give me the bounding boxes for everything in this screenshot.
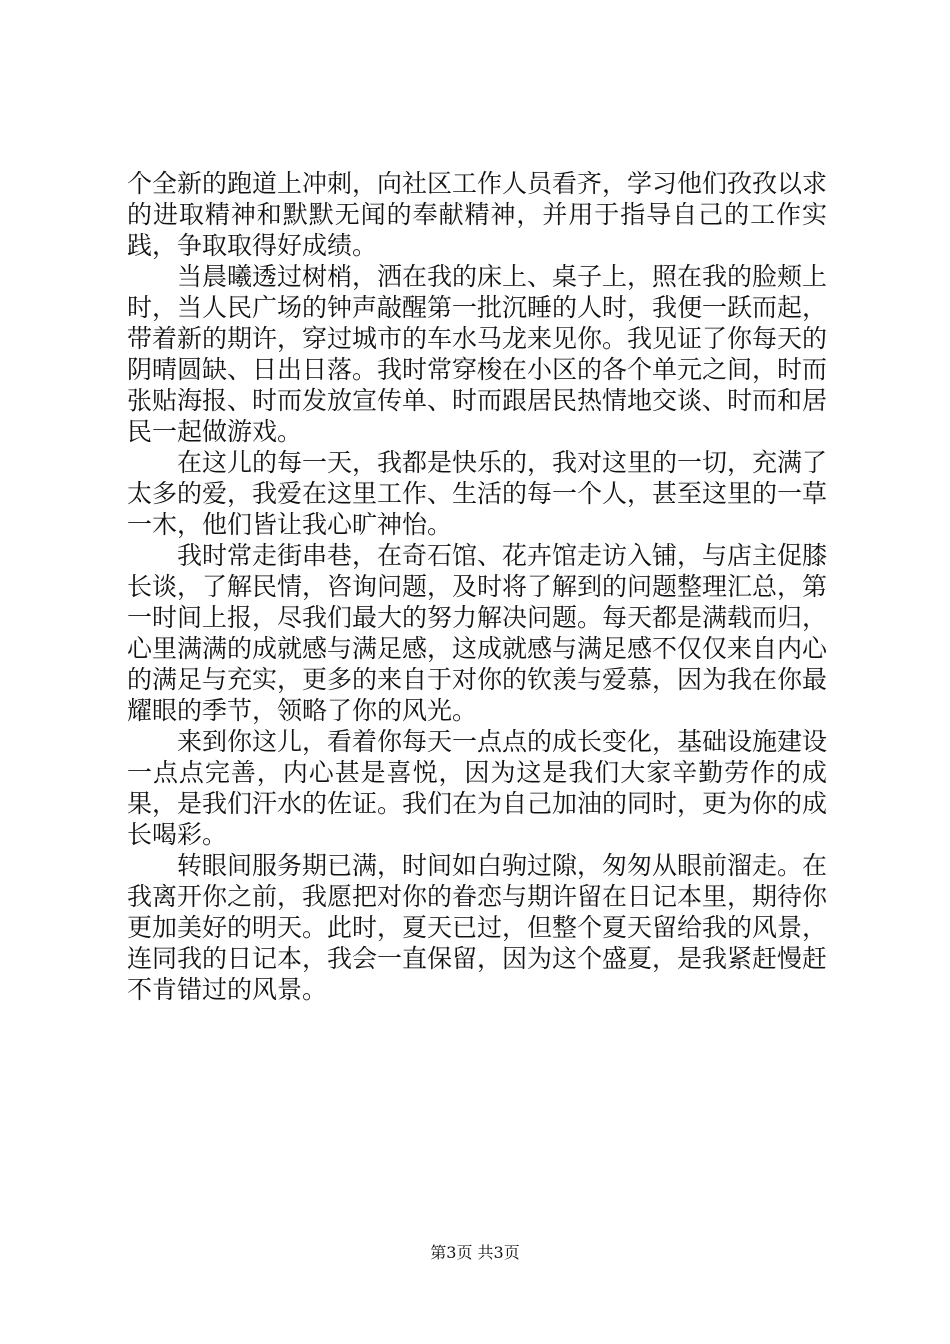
- document-body: [127, 168, 827, 1005]
- page-number-footer: 第3页 共3页: [430, 1243, 520, 1262]
- paragraph-continuation: 个全新的跑道上冲刺，向社区工作人员看齐，学习他们孜孜以求的进取精神和默默无闻的奉献精神，并用于指导自己的工作实践，争取取得好成绩。: [127, 169, 828, 260]
- paragraph-visits: 我时常走街串巷，在奇石馆、花卉馆走访入铺，与店主促膝长谈，了解民情，咨询问题，及时将了解到的问题整理汇总，第一时间上报，尽我们最大的努力解决问题。每天都是满载而归，心里满满的成就感与满足感，这成就感与满足感不仅仅来自内心的满足与充实，更多的来自于对你的钦羡与爱慕，因为我在你最耀眼的季节，领略了你的风光。: [127, 541, 828, 725]
- paragraph-farewell: 转眼间服务期已满，时间如白驹过隙，匆匆从眼前溜走。在我离开你之前，我愿把对你的眷恋与期许留在日记本里，期待你更加美好的明天。此时，夏天已过，但整个夏天留给我的风景，连同我的日记本，我会一直保留，因为这个盛夏，是我紧赶慢赶不肯错过的风景。: [127, 851, 828, 1004]
- paragraph-happiness: 在这儿的每一天，我都是快乐的，我对这里的一切，充满了太多的爱，我爱在这里工作、生活的每一个人，甚至这里的一草一木，他们皆让我心旷神怡。: [127, 448, 828, 539]
- paragraph-growth: 来到你这儿，看着你每天一点点的成长变化，基础设施建设一点点完善，内心甚是喜悦，因为这是我们大家辛勤劳作的成果，是我们汗水的佐证。我们在为自己加油的同时，更为你的成长喝彩。: [127, 727, 828, 849]
- paragraph-morning: 当晨曦透过树梢，洒在我的床上、桌子上，照在我的脸颊上时，当人民广场的钟声敲醒第一批沉睡的人时，我便一跃而起，带着新的期许，穿过城市的车水马龙来见你。我见证了你每天的阴晴圆缺、日出日落。我时常穿梭在小区的各个单元之间，时而张贴海报、时而发放宣传单、时而跟居民热情地交谈、时而和居民一起做游戏。: [127, 262, 828, 446]
